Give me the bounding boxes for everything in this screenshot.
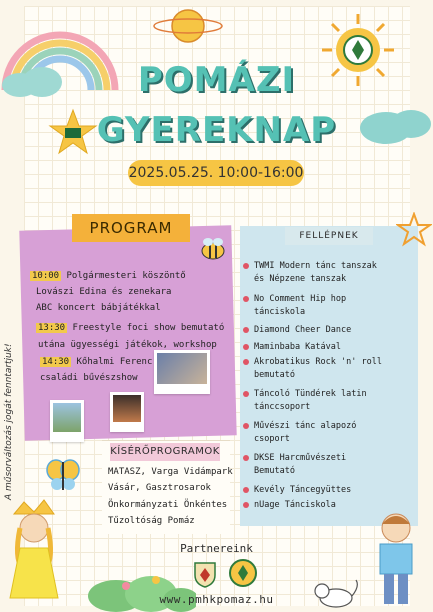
performer-line: Kevély Táncegyüttes [254,485,352,495]
program-time: 10:00 [32,271,60,281]
program-text: Lovászi Edina és zenekara [36,287,172,297]
performer-line: Akrobatikus Rock 'n' roll [254,357,382,367]
bee-icon [196,236,230,262]
program-item [38,340,217,350]
performer-item [254,293,414,319]
coat-of-arms-icon [192,560,218,588]
kiser-item: Tűzoltóság Pomáz [108,516,195,526]
kiser-item: Vásár, Gasztrosarok [108,483,211,493]
bullet-icon [243,263,249,269]
program-item [40,357,152,367]
bullet-icon [243,296,249,302]
performer-item [254,484,414,497]
performer-line: TWMI Modern tánc tanszak [254,261,377,271]
bullet-icon [243,344,249,350]
program-text: ABC koncert bábjátékkal [36,303,161,313]
performer-line: Táncoló Tündérek latin [254,389,367,399]
performer-line: Bemutató [254,466,295,476]
program-text: utána ügyességi játékok, workshop [38,340,217,350]
title-line-2: GYEREKNAP [96,110,337,150]
performer-line: No Comment Hip hop [254,294,347,304]
program-item [36,323,224,333]
performer-line: DKSE Harcművészeti [254,453,347,463]
title-line-1: POMÁZI [137,60,296,100]
program-item [30,271,186,281]
sun-icon [148,4,228,54]
performer-line: Művészi tánc alapozó [254,421,357,431]
bullet-icon [243,327,249,333]
performer-item [254,260,414,286]
program-time: 14:30 [42,357,70,367]
photo [50,400,84,442]
partners-heading: Partnereink [180,542,253,555]
program-text: Polgármesteri köszöntő [66,271,186,281]
bullet-icon [243,359,249,365]
program-item [36,287,171,297]
bullet-icon [243,502,249,508]
performer-line: tánciskola [254,307,306,317]
performer-item [254,324,414,337]
butterfly-icon [46,458,80,492]
bullet-icon [243,487,249,493]
performer-item [254,356,414,382]
event-date: 2025.05.25. 10:00-16:00 [128,160,304,186]
kiser-item: MATASZ, Varga Vidámpark [108,467,233,477]
program-text: családi bűvészshow [40,373,138,383]
fellepnek-heading: FELLÉPNEK [285,227,373,245]
performer-line: tánccsoport [254,402,311,412]
star-outline-icon [396,212,432,248]
kiser-heading: KÍSÉRŐPROGRAMOK [110,443,220,461]
performer-line: Maminbaba Katával [254,342,341,352]
bullet-icon [243,455,249,461]
partner-logo-icon [228,558,258,588]
program-item [36,303,161,313]
performer-item [254,420,414,446]
program-text: Kőhalmi Ferenc [76,357,153,367]
performer-line: nUage Tánciskola [254,500,336,510]
program-text: Freestyle foci show bemutató [72,323,225,333]
photo [110,392,144,432]
performer-line: Diamond Cheer Dance [254,325,352,335]
performer-item [254,388,414,414]
bullet-icon [243,423,249,429]
bullet-icon [243,391,249,397]
performer-item [254,341,414,354]
program-heading: PROGRAM [72,214,190,242]
program-item [40,373,138,383]
website-link[interactable]: www.pmhkpomaz.hu [159,593,274,606]
performer-line: csoport [254,434,290,444]
performer-line: és Népzene tanszak [254,274,347,284]
performer-line: bemutató [254,370,295,380]
program-time: 13:30 [38,323,66,333]
performer-item [254,452,414,478]
kiser-item: Önkormányzati Önkéntes [108,500,228,510]
disclaimer-text: A műsorváltozás jogát fenntartjuk! [4,343,14,500]
photo [154,350,210,394]
